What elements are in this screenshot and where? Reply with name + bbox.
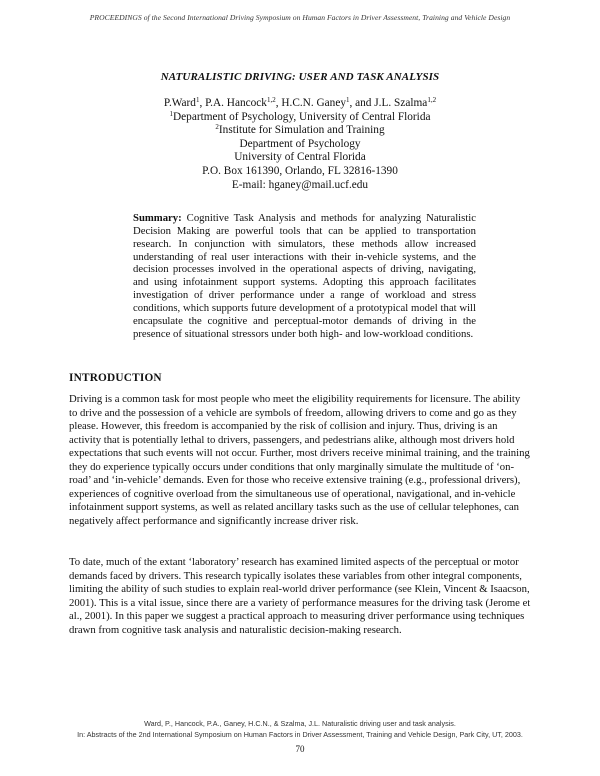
summary-abstract [133, 212, 476, 340]
affiliation-text: Department of Psychology [239, 137, 361, 150]
author-sup: 1 [195, 96, 200, 104]
paper-title: NATURALISTIC DRIVING: USER AND TASK ANALYSIS [160, 71, 440, 83]
author-separator: , [275, 97, 282, 109]
running-header: PROCEEDINGS of the Second International Driving Symposium on Human Factors in Driver Assessment, Training and Vehicle Design [89, 13, 511, 22]
affiliation-sup: 1 [169, 109, 173, 118]
author-block [0, 97, 600, 192]
intro-paragraph-1: Driving is a common task for most people who meet the eligibility requirements for licensure. The ability to drive and the possession of a vehicle are symbols of freedom, allowing drivers to come and go as they please. However, this freedom is accompanied by the risk of collision and injury. Thus, driving is an activity that is potentially lethal to drivers, passengers, and pedestrians alike, although most drivers hold expectations that such events will not occur. Further, most drivers receive minimal training, and the training they do experience typically occurs under conditions that only marginally simulate the multitude of ‘on-road’ and ‘in-vehicle’ demands. Even for those who receive extensive training (e.g., professional drivers), experiences of cognitive overload from the simultaneous use of operational, navigational, and in-vehicle infotainment support systems, as well as related ancillary tasks such as the use of cellular telephones, can negatively affect performance and significantly increase driver risk. [69, 393, 530, 527]
affiliation-line [0, 138, 600, 152]
affiliation-text: Department of Psychology, University of Central Florida [173, 110, 431, 123]
affiliation-line [0, 124, 600, 138]
affiliation-line [0, 151, 600, 165]
affiliation-sup: 2 [215, 123, 219, 132]
summary-text: Cognitive Task Analysis and methods for analyzing Naturalistic Decision Making are powerful tools that can be applied to transportation research. In conjunction with simulators, these methods allow increased understanding of real user interactions with their in-vehicle systems, and the decision processes involved in the operational aspects of driving, navigating, and using infotainment support systems. Adopting this approach facilitates investigation of driver performance under a range of workload and stress conditions, which supports future development of a prototypical model that will encapsulate the cognitive and perceptual-motor demands of driving in the presence of situational stressors under both high- and low-workload conditions. [133, 212, 476, 340]
author-sup: 1 [345, 96, 350, 104]
affiliation-line [0, 165, 600, 179]
author-name: H.C.N. Ganey [281, 97, 346, 109]
author-name: P.A. Hancock [205, 97, 267, 109]
intro-paragraph-2: To date, much of the extant ‘laboratory’ research has examined limited aspects of the perceptual or motor demands faced by drivers. This research typically isolates these variables from other integral components, limiting the ability of such studies to explain real-world driver performance (see Klein, Vincent & Isaacson, 2001). This is a vital issue, since there are a variety of performance measures for the driving task (Jerome et al., 2001). In this paper we suggest a practical approach to measuring driver performance using techniques drawn from cognitive task analysis and naturalistic decision-making research. [69, 556, 531, 636]
affiliation-line [0, 111, 600, 125]
page-number: 70 [295, 744, 305, 754]
author-line [0, 97, 600, 111]
section-heading-introduction: INTRODUCTION [69, 372, 162, 384]
citation-footer-line-2: In: Abstracts of the 2nd International Symposium on Human Factors in Driver Assessment, Training and Vehicle Design, Park City, UT, 2003. [77, 730, 523, 739]
email-text: E-mail: hganey@mail.ucf.edu [231, 178, 369, 191]
author-name: P.Ward [163, 97, 196, 109]
author-name: J.L. Szalma [374, 97, 428, 109]
affiliation-text: University of Central Florida [234, 151, 366, 164]
author-sup: 1,2 [266, 96, 276, 104]
summary-label: Summary: [133, 212, 182, 224]
author-separator: , and [349, 97, 375, 109]
email-line [0, 179, 600, 193]
author-sup: 1,2 [427, 96, 437, 104]
affiliation-text: Institute for Simulation and Training [218, 124, 385, 137]
author-separator: , [199, 97, 206, 109]
citation-footer-line-1: Ward, P., Hancock, P.A., Ganey, H.C.N., & Szalma, J.L. Naturalistic driving user and task analysis. [144, 719, 456, 728]
affiliation-text: P.O. Box 161390, Orlando, FL 32816-1390 [202, 164, 398, 177]
